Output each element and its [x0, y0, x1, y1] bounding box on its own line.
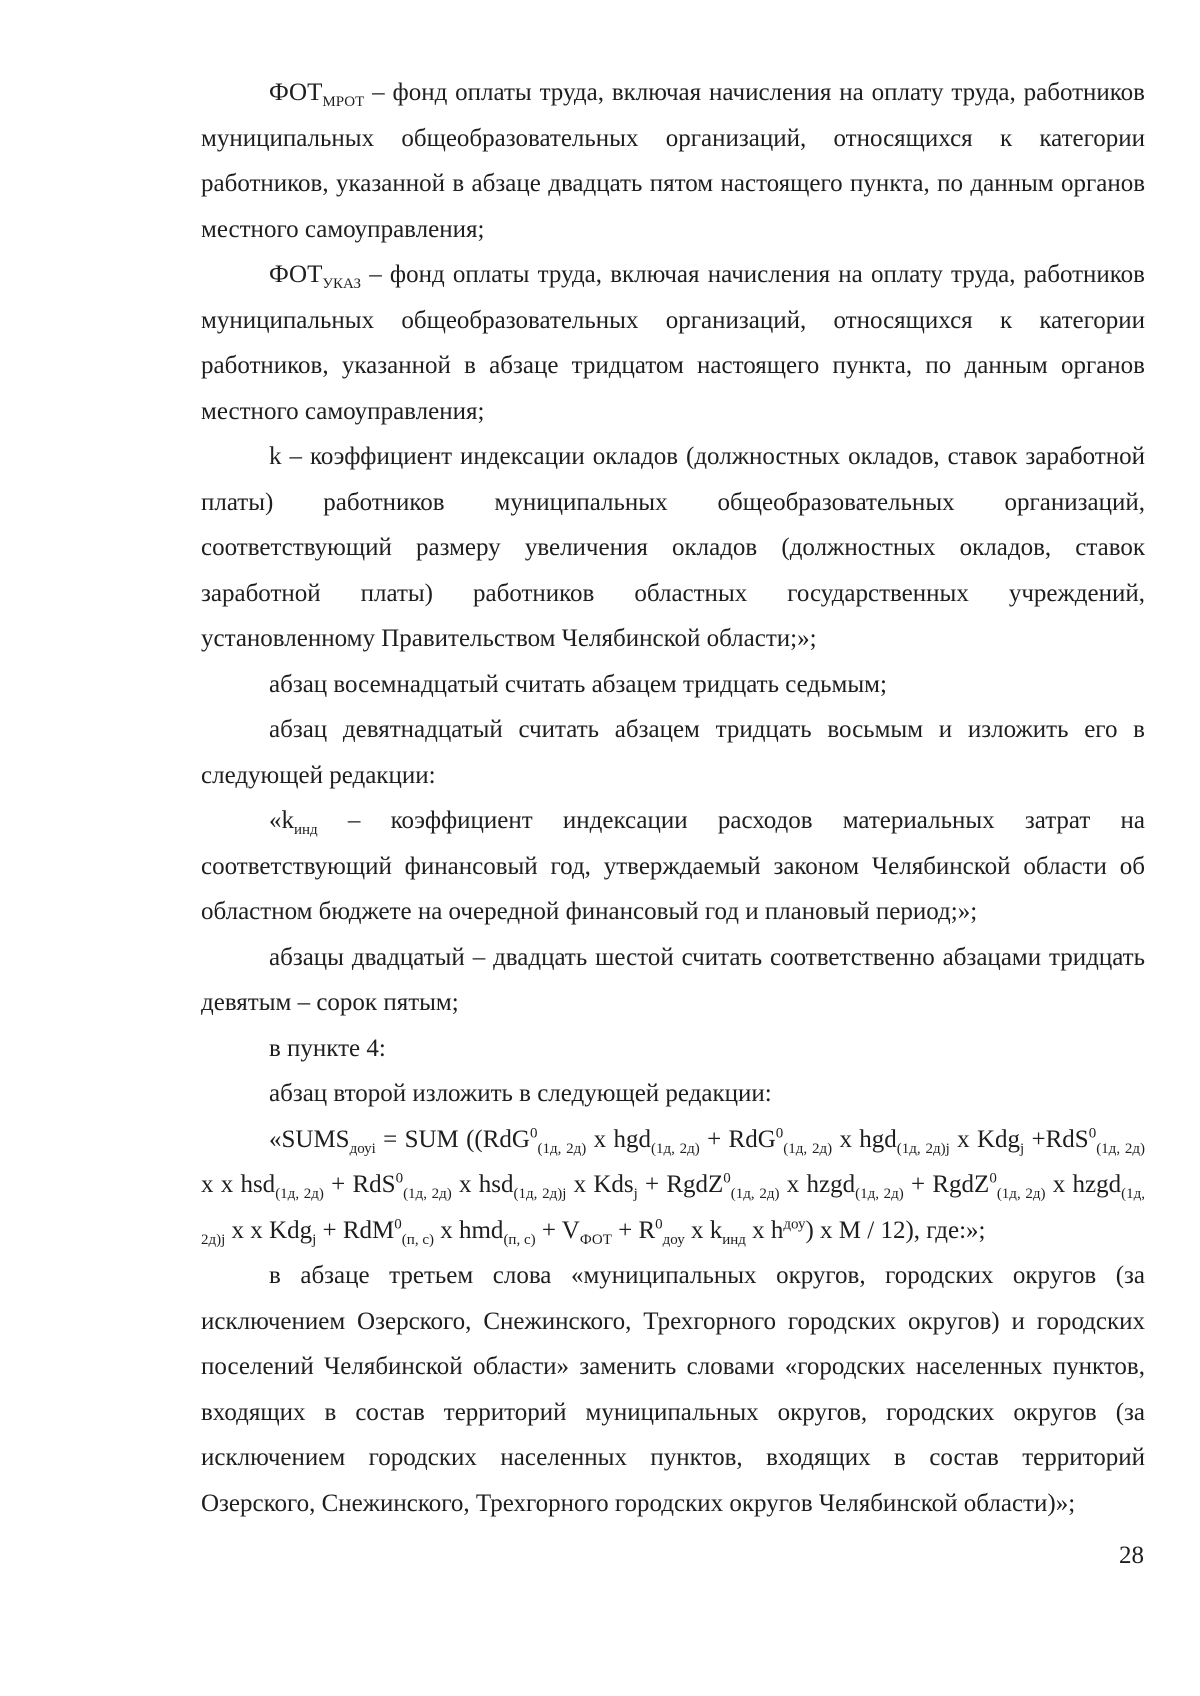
formula-subscript: j [633, 1186, 638, 1202]
formula-text: x hsd [451, 1171, 514, 1198]
formula-subscript: доу [662, 1231, 685, 1248]
formula-subscript: (1д, 2д) [730, 1186, 780, 1202]
paragraph-point4: в пункте 4: [269, 1034, 386, 1062]
formula-superscript: 0 [394, 1216, 402, 1233]
document-body [201, 70, 1145, 1526]
formula-subscript: (1д, 2д)j [201, 1186, 1145, 1248]
formula-superscript: 0 [1088, 1125, 1097, 1142]
formula-text: = SUM ((RdG [375, 1125, 530, 1153]
formula-text: + RdS [323, 1171, 396, 1198]
formula-superscript: 0 [395, 1170, 404, 1187]
formula-superscript: 0 [655, 1216, 663, 1233]
formula-subscript: (1д, 2д) [275, 1186, 324, 1202]
formula-text: «SUMS [269, 1125, 350, 1153]
formula-text: x Kds [566, 1171, 634, 1198]
formula-subscript: инд [722, 1231, 746, 1248]
formula-subscript: доуi [349, 1140, 376, 1157]
paragraph-abz2: абзац второй изложить в следующей редакции: [269, 1080, 772, 1107]
paragraph-abz19: абзац девятнадцатый считать абзацем тридцать восьмым и изложить его в следующей редакции: [201, 716, 1145, 789]
formula [201, 1117, 1145, 1254]
paragraph-fot-mrot [201, 70, 1145, 252]
formula-text: x hgd [832, 1125, 897, 1153]
formula-subscript: (1д, 2д) [996, 1186, 1046, 1202]
formula-superscript: 0 [529, 1125, 538, 1142]
paragraph-abz18: абзац восемнадцатый считать абзацем тридцать седьмым; [269, 670, 887, 698]
formula-text: + RgdZ [903, 1171, 990, 1198]
paragraph-text: – коэффициент индексации расходов материальных затрат на соответствующий финансовый год, утверждаемый законом Челябинской области об областном бюджете на очередной финансовый год и плановый период;»; [201, 807, 1145, 925]
formula-subscript: (1д, 2д) [537, 1140, 587, 1157]
formula-text: +RdS [1024, 1125, 1089, 1153]
formula-text: + R [611, 1216, 656, 1244]
term-subscript: МРОТ [322, 94, 365, 110]
term-subscript: УКАЗ [322, 276, 361, 292]
formula-superscript: 0 [989, 1170, 997, 1187]
formula-text: x hmd [433, 1216, 504, 1244]
formula-text: ) x M / 12), где:»; [805, 1216, 986, 1244]
formula-subscript: (1д, 2д) [1096, 1140, 1146, 1157]
formula-text: x Kdg [949, 1125, 1020, 1153]
paragraph-text: – фонд оплаты труда, включая начисления на оплату труда, работников муниципальных общеобразовательных организаций, относящихся к категории работников, указанной в абзаце двадцать пятом настоящего пункта, по данным органов местного самоуправления; [201, 79, 1145, 243]
formula-subscript: (1д, 2д)j [513, 1186, 567, 1202]
formula-subscript: (1д, 2д) [855, 1186, 904, 1202]
formula-subscript: j [312, 1231, 317, 1248]
term-subscript: инд [294, 822, 318, 838]
formula-subscript: (1д, 2д) [650, 1140, 700, 1157]
formula-text: x x hsd [201, 1171, 276, 1198]
formula-text: + RdG [699, 1125, 776, 1153]
formula-text: + RdM [316, 1216, 395, 1244]
formula-superscript: 0 [723, 1170, 731, 1187]
paragraph-k-ind [201, 798, 1145, 935]
term-k: «k [269, 807, 294, 834]
term-fot: ФОТ [269, 79, 323, 106]
formula-subscript: (1д, 2д) [403, 1186, 452, 1202]
formula-text: x h [745, 1216, 784, 1244]
formula-superscript: доу [783, 1216, 806, 1233]
formula-text: x hzgd [1045, 1171, 1122, 1198]
formula-subscript: (п, с) [503, 1231, 536, 1248]
formula-subscript: (1д, 2д) [783, 1140, 833, 1157]
paragraph-fot-ukaz [201, 252, 1145, 434]
page-number: 28 [1119, 1542, 1144, 1569]
formula-subscript: (1д, 2д)j [896, 1140, 950, 1157]
formula-subscript: ФОТ [579, 1231, 612, 1248]
formula-text: + V [535, 1216, 580, 1244]
formula-superscript: 0 [775, 1125, 784, 1142]
formula-text: x hzgd [779, 1171, 856, 1198]
paragraph-abz3: в абзаце третьем слова «муниципальных округов, городских округов (за исключением Озерского, Снежинского, Трехгорного городских округов) и городских поселений Челябинской области» заменить словами «городских населенных пунктов, входящих в состав территорий муниципальных округов, городских округов (за исключением городских населенных пунктов, входящих в состав территорий Озерского, Снежинского, Трехгорного городских округов Челябинской области)»; [201, 1262, 1145, 1517]
formula-text: + RgdZ [637, 1171, 724, 1198]
formula-text: x x Kdg [225, 1216, 313, 1244]
paragraph-abz20: абзацы двадцатый – двадцать шестой считать соответственно абзацами тридцать девятым – сорок пятым; [201, 943, 1145, 1016]
formula-subscript: j [1020, 1140, 1025, 1157]
paragraph-text: – фонд оплаты труда, включая начисления на оплату труда, работников муниципальных общеобразовательных организаций, относящихся к категории работников, указанной в абзаце тридцатом настоящего пункта, по данным органов местного самоуправления; [201, 261, 1145, 425]
formula-subscript: (п, с) [401, 1231, 434, 1248]
formula-text: x k [684, 1216, 723, 1244]
term-fot: ФОТ [269, 261, 323, 288]
paragraph-k-definition: k – коэффициент индексации окладов (должностных окладов, ставок заработной платы) работников муниципальных общеобразовательных организаций, соответствующий размеру увеличения окладов (должностных окладов, ставок заработной платы) работников областных государственных учреждений, установленному Правительством Челябинской области;»; [201, 443, 1145, 652]
formula-text: x hgd [586, 1125, 651, 1153]
